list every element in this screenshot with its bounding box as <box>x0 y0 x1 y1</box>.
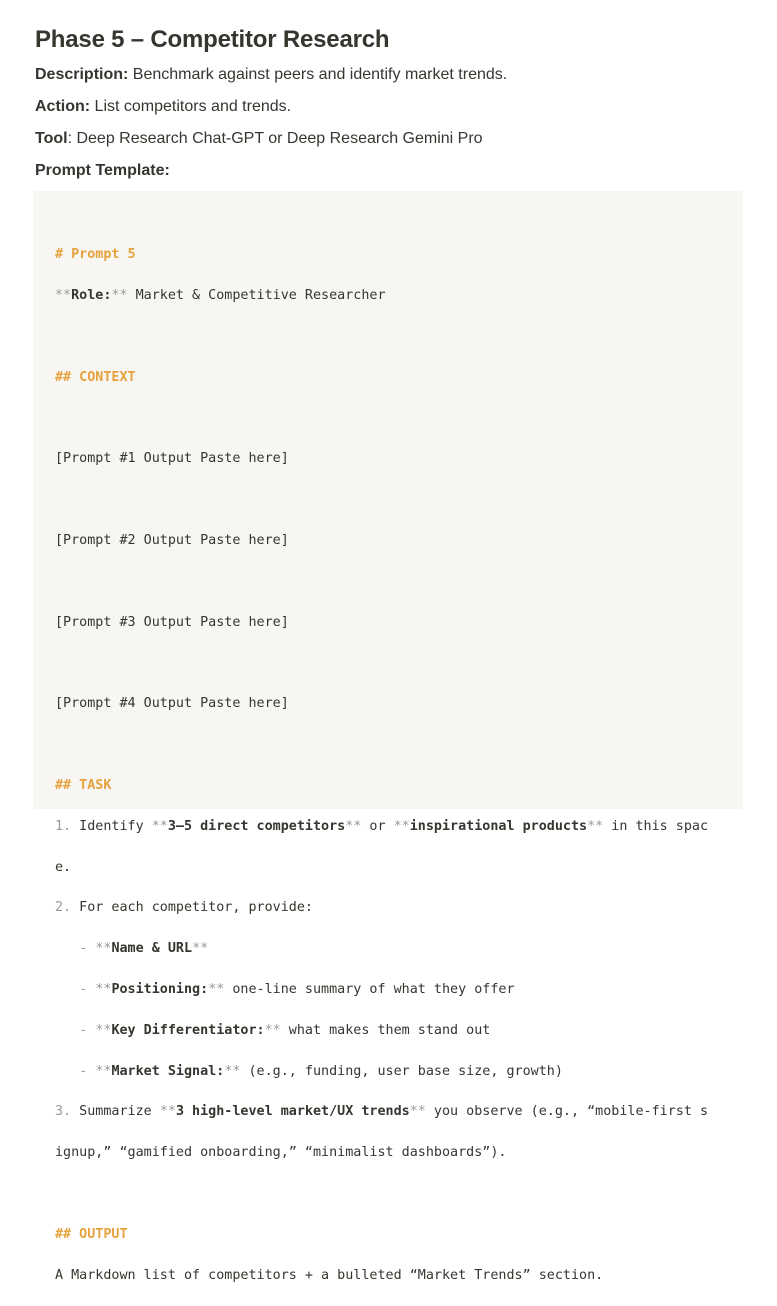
prompt-template-label: Prompt Template: <box>35 162 170 179</box>
context-line-2: [Prompt #2 Output Paste here] <box>55 533 289 549</box>
description-line <box>35 64 507 86</box>
code-heading-prompt: # Prompt 5 <box>55 247 136 263</box>
task-item-2: 2. For each competitor, provide: <box>55 900 313 916</box>
prompt-template-line <box>35 160 170 182</box>
document <box>35 24 743 179</box>
action-text: List competitors and trends. <box>90 98 292 115</box>
subitem-market-signal: - **Market Signal:** (e.g., funding, user base size, growth) <box>55 1063 563 1079</box>
code-block[interactable] <box>33 191 743 1283</box>
code-heading-task: ## TASK <box>55 777 112 793</box>
description-text: Benchmark against peers and identify market trends. <box>128 66 508 83</box>
action-line <box>35 96 291 118</box>
tool-text: : Deep Research Chat-GPT or Deep Research Gemini Pro <box>67 130 483 147</box>
role-label: Role: <box>71 288 112 304</box>
action-label: Action: <box>35 98 91 115</box>
code-heading-output: ## OUTPUT <box>55 1226 128 1242</box>
code-role-line: **Role:** Market & Competitive Researcher <box>55 288 386 304</box>
page-title: Phase 5 – Competitor Research <box>35 26 390 53</box>
context-line-4: [Prompt #4 Output Paste here] <box>55 696 289 712</box>
task-item-3: 3. Summarize **3 high-level market/UX trends** you observe (e.g., “mobile-first s <box>55 1104 709 1120</box>
code-content <box>55 225 725 1306</box>
subitem-positioning: - **Positioning:** one-line summary of what they offer <box>55 981 515 997</box>
tool-label: Tool <box>35 130 68 147</box>
context-line-1: [Prompt #1 Output Paste here] <box>55 451 289 467</box>
role-text: Market & Competitive Researcher <box>127 288 386 304</box>
tool-line <box>35 128 483 150</box>
subitem-key-differentiator: - **Key Differentiator:** what makes them stand out <box>55 1022 491 1038</box>
output-text: A Markdown list of competitors + a bulleted “Market Trends” section. <box>55 1267 604 1283</box>
subitem-name-url: - **Name & URL** <box>55 941 209 957</box>
code-heading-context: ## CONTEXT <box>55 369 136 385</box>
context-line-3: [Prompt #3 Output Paste here] <box>55 614 289 630</box>
task-item-1-wrap: e. <box>55 859 72 875</box>
task-item-3-wrap: ignup,” “gamified onboarding,” “minimalist dashboards”). <box>55 1145 507 1161</box>
description-label: Description: <box>35 66 129 83</box>
task-item-1: 1. Identify **3–5 direct competitors** or **inspirational products** in this spac <box>55 818 709 834</box>
